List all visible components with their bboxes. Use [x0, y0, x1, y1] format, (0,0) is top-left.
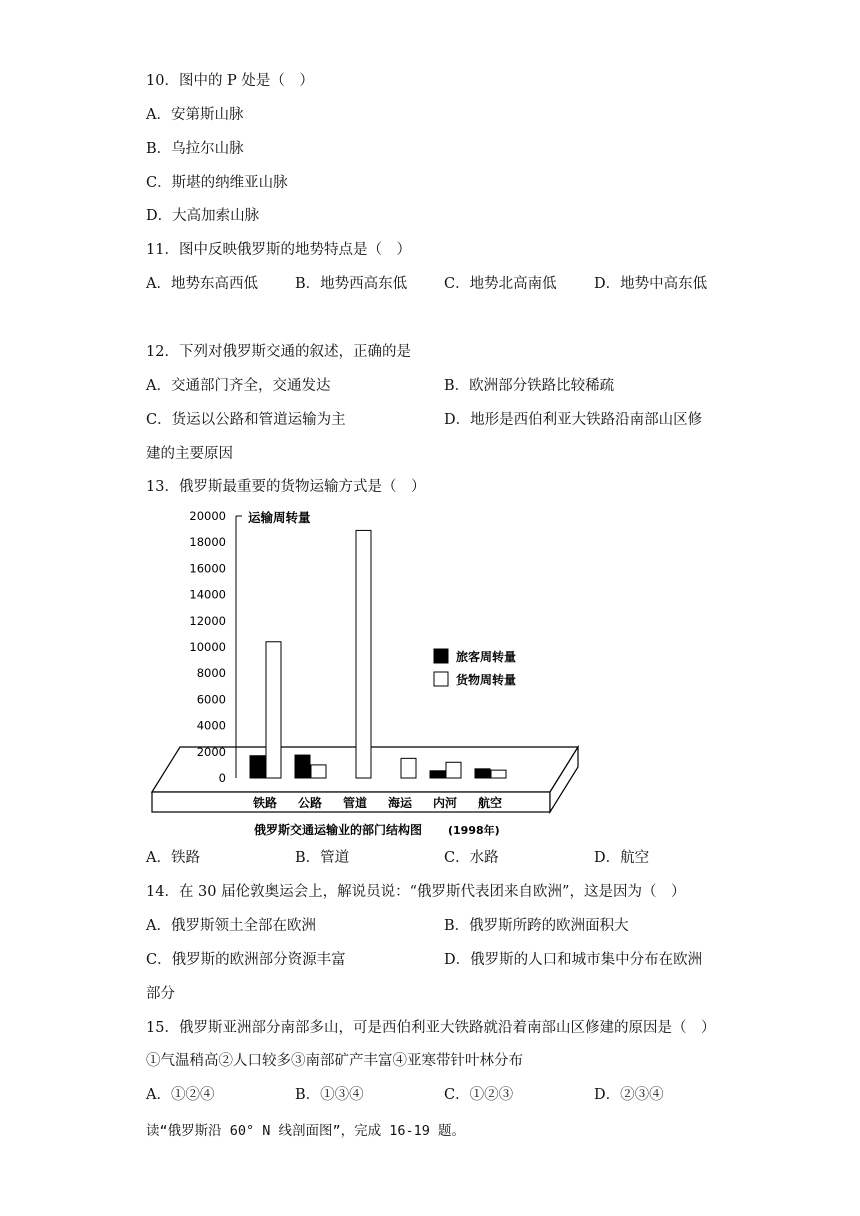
bar-cargo-2: [356, 530, 371, 778]
q12-option-d: D．地形是西伯利亚大铁路沿南部山区修: [444, 412, 703, 428]
q13-option-a: A．铁路: [146, 850, 200, 866]
bar-cargo-3: [401, 758, 416, 778]
bar-passenger-5: [475, 769, 490, 778]
q14-option-a: A．俄罗斯领土全部在欧洲: [146, 918, 316, 934]
q12-option-d-continuation: 建的主要原因: [146, 446, 233, 462]
x-tick-label: 铁路: [252, 796, 278, 810]
y-tick-label: 2000: [196, 744, 226, 759]
transport-structure-chart: [140, 502, 600, 842]
x-tick-label: 内河: [432, 796, 458, 810]
bar-passenger-4: [430, 771, 445, 778]
q14-option-b: B．俄罗斯所跨的欧洲面积大: [444, 918, 629, 934]
q11-option-d: D．地势中高东低: [594, 276, 708, 292]
q12-option-c: C．货运以公路和管道运输为主: [146, 412, 346, 428]
y-tick-label: 14000: [189, 587, 226, 602]
q15-option-a: A．①②④: [146, 1087, 215, 1103]
q10-option-c: C．斯堪的纳维亚山脉: [146, 175, 288, 191]
q13-option-b: B．管道: [295, 850, 350, 866]
y-tick-label: 10000: [189, 640, 226, 654]
q10-option-b: B．乌拉尔山脉: [146, 141, 244, 157]
legend-label-cargo: 货物周转量: [456, 673, 517, 687]
q12-stem: 12．下列对俄罗斯交通的叙述，正确的是: [146, 344, 411, 360]
q12-option-b: B．欧洲部分铁路比较稀疏: [444, 378, 615, 394]
y-tick-label: 6000: [196, 692, 226, 707]
q15-stem: 15．俄罗斯亚洲部分南部多山，可是西伯利亚大铁路就沿着南部山区修建的原因是（ ）: [146, 1020, 716, 1036]
bar-cargo-4: [446, 762, 461, 778]
q11-option-c: C．地势北高南低: [444, 276, 557, 292]
q15-option-d: D．②③④: [594, 1087, 664, 1103]
q10-stem: 10．图中的 P 处是（ ）: [146, 73, 314, 89]
y-tick-label: 0: [218, 771, 226, 785]
q11-option-b: B．地势西高东低: [295, 276, 408, 292]
bar-passenger-1: [295, 755, 310, 778]
y-tick-label: 18000: [189, 535, 226, 550]
y-tick-label: 20000: [189, 509, 226, 523]
chart-svg: [140, 502, 600, 842]
q14-option-d-continuation: 部分: [146, 986, 175, 1002]
y-tick-label: 16000: [189, 561, 226, 576]
q14-stem: 14．在 30 届伦敦奥运会上，解说员说：“俄罗斯代表团来自欧洲”，这是因为（ ）: [146, 884, 686, 900]
chart-caption: 俄罗斯交通运输业的部门结构图: [254, 823, 423, 837]
legend-swatch-cargo: [434, 672, 448, 686]
x-tick-label: 航空: [477, 796, 503, 810]
y-tick-label: 4000: [196, 718, 226, 733]
legend: [434, 649, 516, 687]
chart-caption-year: (1998年): [448, 824, 500, 837]
q15-option-b: B．①③④: [295, 1087, 364, 1103]
q13-option-d: D．航空: [594, 850, 650, 866]
y-tick-label: 8000: [196, 666, 226, 681]
q15-conditions: ①气温稍高②人口较多③南部矿产丰富④亚寒带针叶林分布: [146, 1053, 523, 1069]
q10-option-d: D．大高加索山脉: [146, 208, 260, 224]
legend-swatch-passenger: [434, 649, 448, 663]
q15-option-c: C．①②③: [444, 1087, 514, 1103]
q14-option-d: D．俄罗斯的人口和城市集中分布在欧洲: [444, 952, 703, 968]
q11-stem: 11．图中反映俄罗斯的地势特点是（ ）: [146, 242, 411, 258]
legend-label-passenger: 旅客周转量: [456, 650, 517, 664]
bar-cargo-5: [491, 770, 506, 778]
q10-option-a: A．安第斯山脉: [146, 107, 244, 123]
x-tick-label: 海运: [387, 796, 413, 810]
y-tick-label: 12000: [189, 613, 226, 628]
x-tick-label: 公路: [297, 796, 323, 810]
bar-cargo-0: [266, 642, 281, 778]
section-intro-16-19: 读“俄罗斯沿 60° N 线剖面图”，完成 16-19 题。: [146, 1123, 466, 1139]
x-tick-label: 管道: [342, 796, 368, 810]
y-tick-labels: [189, 509, 226, 785]
q14-option-c: C．俄罗斯的欧洲部分资源丰富: [146, 952, 346, 968]
y-axis-label: 运输周转量: [248, 510, 311, 525]
bar-cargo-1: [311, 765, 326, 778]
q11-option-a: A．地势东高西低: [146, 276, 258, 292]
bar-passenger-0: [250, 756, 265, 778]
q13-stem: 13．俄罗斯最重要的货物运输方式是（ ）: [146, 479, 426, 495]
q12-option-a: A．交通部门齐全，交通发达: [146, 378, 331, 394]
q13-option-c: C．水路: [444, 850, 499, 866]
